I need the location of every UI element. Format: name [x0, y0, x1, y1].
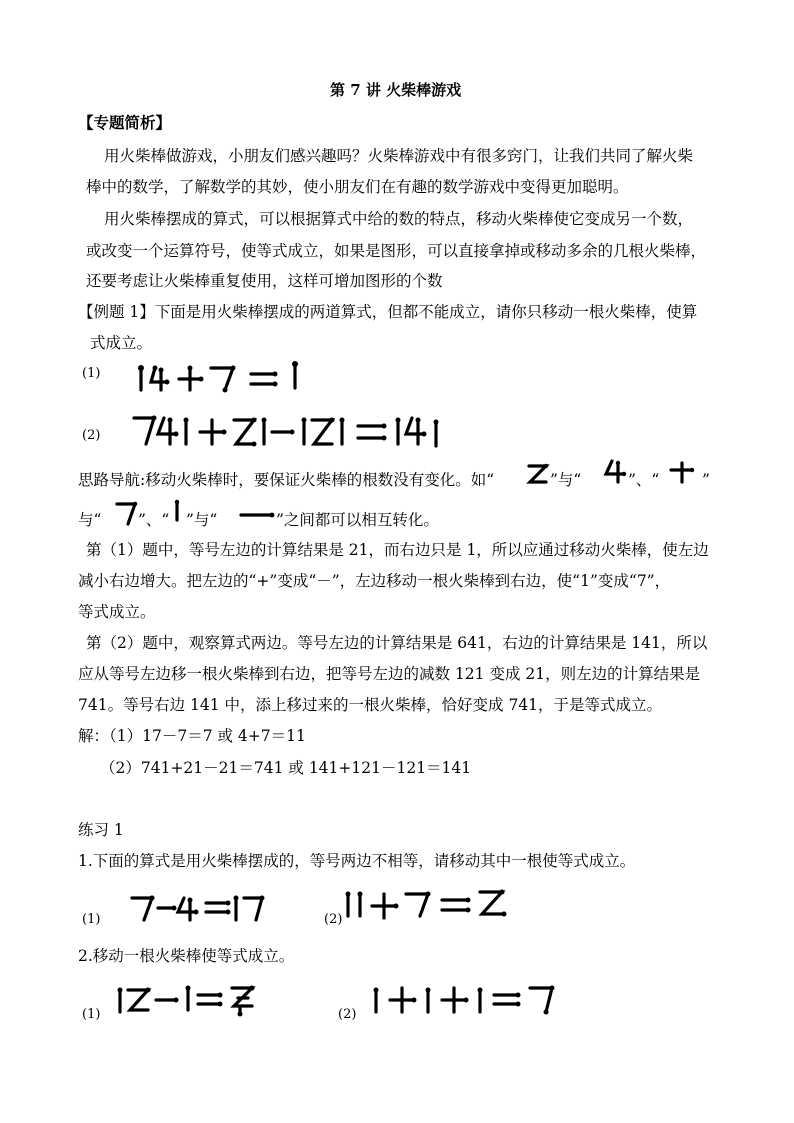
example1-line1: 【例题 1】下面是用火柴棒摆成的两道算式，但都不能成立，请你只移动一根火柴棒，使算 [78, 303, 698, 321]
hint2-text-d: ”之间都可以相互转化。 [276, 511, 439, 529]
matchstick-practice-2-2 [370, 982, 570, 1018]
matchstick-plus-glyph [668, 460, 696, 484]
matchstick-practice-1-2 [344, 886, 514, 920]
hint-text-b: ”与“ [550, 471, 582, 489]
practice-q1-label2: (2) [324, 912, 343, 927]
matchstick-equation-2 [130, 410, 460, 450]
hint-text-c: ”、“ [628, 471, 660, 489]
intro-p2-line1: 用火柴棒摆成的算式，可以根据算式中给的数的特点，移动火柴棒使它变成另一个数， [104, 210, 694, 228]
hint-text-d: ” [702, 471, 710, 489]
page-title: 第 7 讲 火柴棒游戏 [330, 81, 462, 99]
practice-q1-label1: (1) [82, 912, 101, 927]
intro-p1-line2: 棒中的数学，了解数学的其妙，使小朋友们在有趣的数学游戏中变得更加聪明。 [86, 178, 629, 196]
intro-p2-line3: 还要考虑让火柴棒重复使用，这样可增加图形的个数 [86, 272, 443, 290]
section-heading: 【专题简析】 [78, 113, 172, 132]
example1-line2: 式成立。 [90, 334, 153, 352]
matchstick-practice-1-1 [128, 892, 273, 924]
intro-p2-line2: 或改变一个运算符号，使等式成立，如果是图形，可以直接拿掉或移动多余的几根火柴棒， [86, 242, 707, 260]
matchstick-minus-glyph [238, 508, 278, 522]
answer-line2: （2）741+21－21＝741 或 141+121－121＝141 [100, 759, 472, 777]
practice-q2-label2: (2) [338, 1007, 357, 1022]
q2-line3: 741。等号右边 141 中，添上移过来的一根火柴棒，恰好变成 741，于是等式成立。 [78, 696, 663, 714]
answer-line1: 解：（1）17－7＝7 或 4+7＝11 [78, 727, 306, 745]
q2-line1: 第（2）题中，观察算式两边。等号左边的计算结果是 641，右边的计算结果是 141，所以 [86, 634, 708, 652]
matchstick-4-glyph [602, 458, 628, 484]
matchstick-z-glyph [526, 462, 550, 486]
example1-label1: (1) [82, 366, 101, 381]
q1-line1: 第（1）题中，等号左边的计算结果是 21，而右边只是 1，所以应通过移动火柴棒，使左边 [86, 541, 709, 559]
hint2-text-c: ”与“ [186, 511, 218, 529]
q1-line3: 等式成立。 [78, 603, 156, 621]
practice-q1: 1.下面的算式是用火柴棒摆成的，等号两边不相等，请移动其中一根使等式成立。 [78, 852, 636, 870]
matchstick-7-glyph [114, 500, 138, 526]
matchstick-practice-2-1 [114, 982, 264, 1018]
hint2-text-b: ”、“ [138, 511, 170, 529]
matchstick-1-glyph [170, 498, 184, 524]
q1-line2: 减小右边增大。把左边的“+”变成“－”，左边移动一根火柴棒到右边，使“1”变成“7”， [78, 572, 671, 590]
practice-q2-label1: (1) [82, 1007, 101, 1022]
q2-line2: 应从等号左边移一根火柴棒到右边，把等号左边的减数 121 变成 21，则左边的计算结果是 [78, 665, 701, 683]
matchstick-equation-1 [135, 360, 315, 394]
hint-text-a: 思路导航:移动火柴棒时，要保证火柴棒的根数没有变化。如“ [78, 471, 495, 489]
practice-q2: 2.移动一根火柴棒使等式成立。 [78, 947, 295, 965]
intro-p1-line1: 用火柴棒做游戏，小朋友们感兴趣吗？火柴棒游戏中有很多窍门，让我们共同了解火柴 [104, 147, 694, 165]
hint2-text-a: 与“ [78, 511, 102, 529]
example1-label2: (2) [82, 428, 101, 443]
practice-heading: 练习 1 [78, 821, 124, 839]
